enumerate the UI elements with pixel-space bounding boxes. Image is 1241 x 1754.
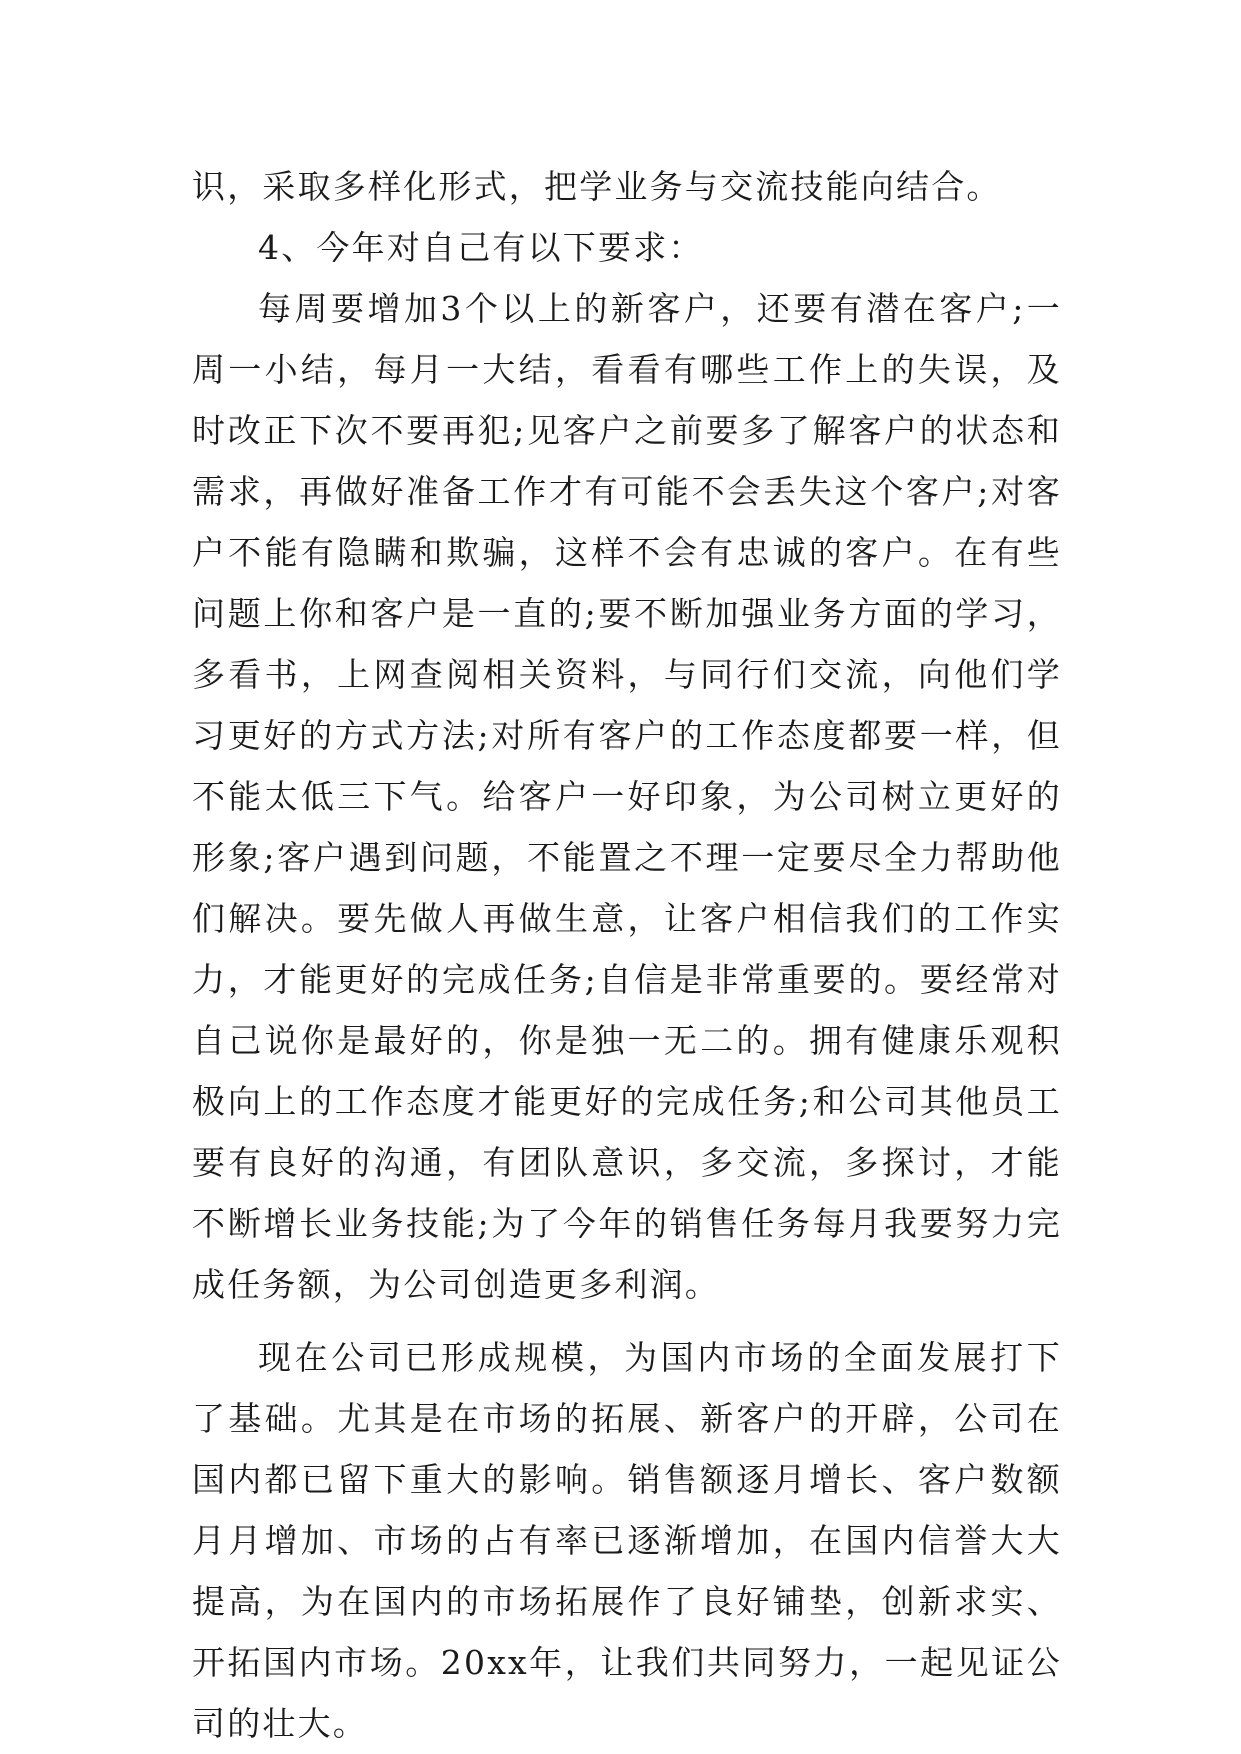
paragraph-requirements-detail: 每周要增加3个以上的新客户，还要有潜在客户;一周一小结，每月一大结，看看有哪些工作上的失误，及时改正下次不要再犯;见客户之前要多了解客户的状态和需求，再做好准备工作才有可能不会丢失这个客户;对客户不能有隐瞒和欺骗，这样不会有忠诚的客户。在有些问题上你和客户是一直的;要不断加强业务方面的学习，多看书，上网查阅相关资料，与同行们交流，向他们学习更好的方式方法;对所有客户的工作态度都要一样，但不能太低三下气。给客户一好印象，为公司树立更好的形象;客户遇到问题，不能置之不理一定要尽全力帮助他们解决。要先做人再做生意，让客户相信我们的工作实力，才能更好的完成任务;自信是非常重要的。要经常对自己说你是最好的，你是独一无二的。拥有健康乐观积极向上的工作态度才能更好的完成任务;和公司其他员工要有良好的沟通，有团队意识，多交流，多探讨，才能不断增长业务技能;为了今年的销售任务每月我要努力完成任务额，为公司创造更多利润。 xyxy=(192,289,1062,1304)
paragraph-continuation: 识，采取多样化形式，把学业务与交流技能向结合。 xyxy=(192,167,1002,206)
paragraph-requirements-heading: 4、今年对自己有以下要求： xyxy=(258,228,704,267)
document-body xyxy=(192,156,1062,1754)
paragraph-conclusion: 现在公司已形成规模，为国内市场的全面发展打下了基础。尤其是在市场的拓展、新客户的开辟，公司在国内都已留下重大的影响。销售额逐月增长、客户数额月月增加、市场的占有率已逐渐增加，在国内信誉大大提高，为在国内的市场拓展作了良好铺垫，创新求实、开拓国内市场。20xx年，让我们共同努力，一起见证公司的壮大。 xyxy=(192,1338,1062,1743)
